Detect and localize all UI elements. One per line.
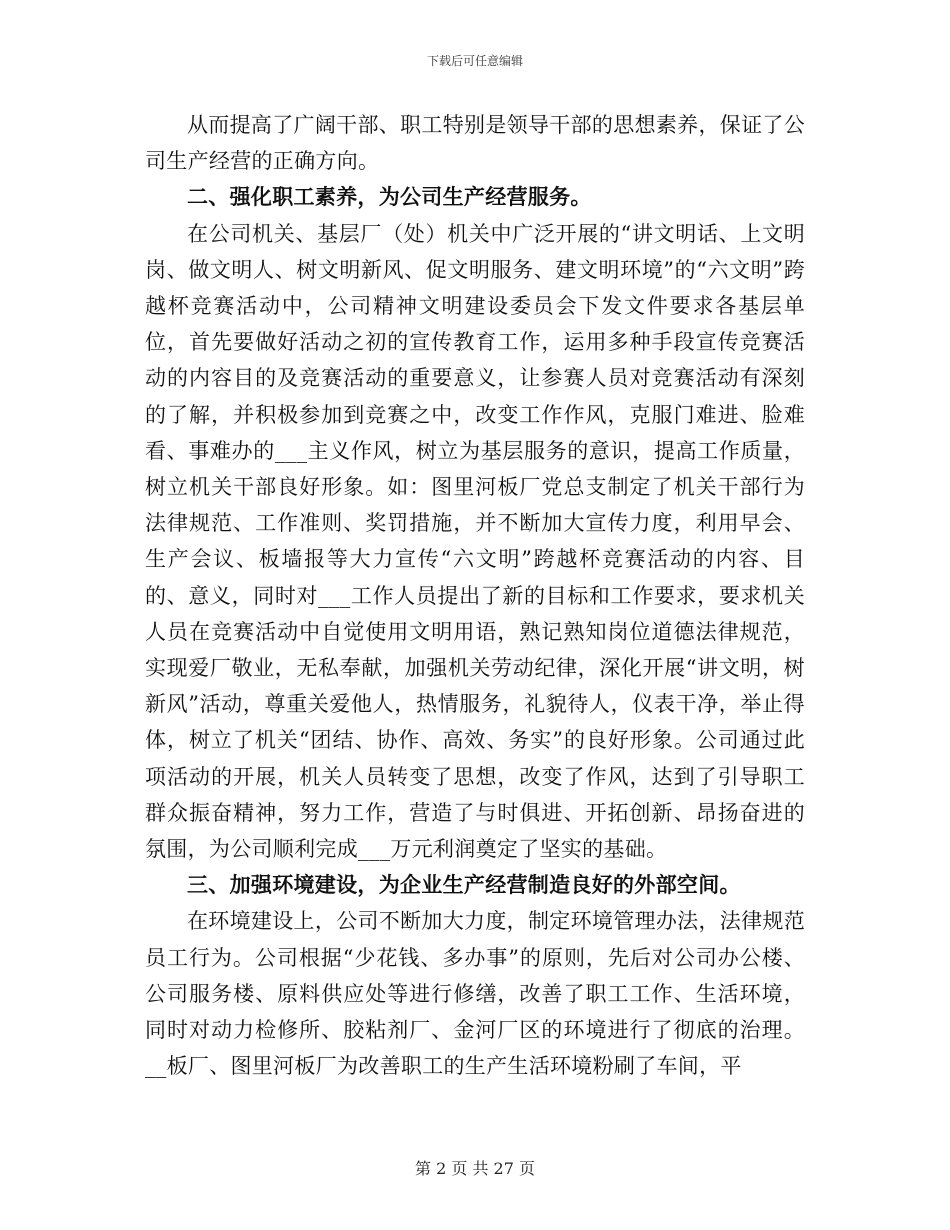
document-body — [145, 107, 805, 1084]
page-footer: 第 2 页 共 27 页 — [415, 1159, 535, 1178]
paragraph-2: 在公司机关、基层厂（处）机关中广泛开展的“讲文明话、上文明岗、做文明人、树文明新风、促文明服务、建文明环境”的“六文明”跨越杯竞赛活动中，公司精神文明建设委员会下发文件要求各基层单位，首先要做好活动之初的宣传教育工作，运用多种手段宣传竞赛活动的内容目的及竞赛活动的重要意义，让参赛人员对竞赛活动有深刻的了解，并积极参加到竞赛之中，改变工作作风，克服门难进、脸难看、事难办的___主义作风，树立为基层服务的意识，提高工作质量，树立机关干部良好形象。如：图里河板厂党总支制定了机关干部行为法律规范、工作准则、奖罚措施，并不断加大宣传力度，利用早会、生产会议、板墙报等大力宣传“六文明”跨越杯竞赛活动的内容、目的、意义，同时对___工作人员提出了新的目标和工作要求，要求机关人员在竞赛活动中自觉使用文明用语，熟记熟知岗位道德法律规范，实现爱厂敬业，无私奉献，加强机关劳动纪律，深化开展“讲文明，树新风”活动，尊重关爱他人，热情服务，礼貌待人，仪表干净，举止得体，树立了机关“团结、协作、高效、务实”的良好形象。公司通过此项活动的开展，机关人员转变了思想，改变了作风，达到了引导职工群众振奋精神，努力工作，营造了与时俱进、开拓创新、昂扬奋进的氛围，为公司顺利完成___万元利润奠定了坚实的基础。 — [145, 221, 805, 862]
page-header: 下载后可任意编辑 — [426, 54, 523, 68]
section-heading-2: 二、强化职工素养，为公司生产经营服务。 — [187, 184, 592, 210]
paragraph-1: 从而提高了广阔干部、职工特别是领导干部的思想素养，保证了公司生产经营的正确方向。 — [145, 113, 805, 174]
section-heading-3: 三、加强环境建设，为企业生产经营制造良好的外部空间。 — [187, 872, 741, 898]
paragraph-3: 在环境建设上，公司不断加大力度，制定环境管理办法，法律规范员工行为。公司根据“少花钱、多办事”的原则，先后对公司办公楼、公司服务楼、原料供应处等进行修缮，改善了职工工作、生活环境，同时对动力检修所、胶粘剂厂、金河厂区的环境进行了彻底的治理。__板厂、图里河板厂为改善职工的生产生活环境粉刷了车间，平 — [145, 909, 805, 1079]
